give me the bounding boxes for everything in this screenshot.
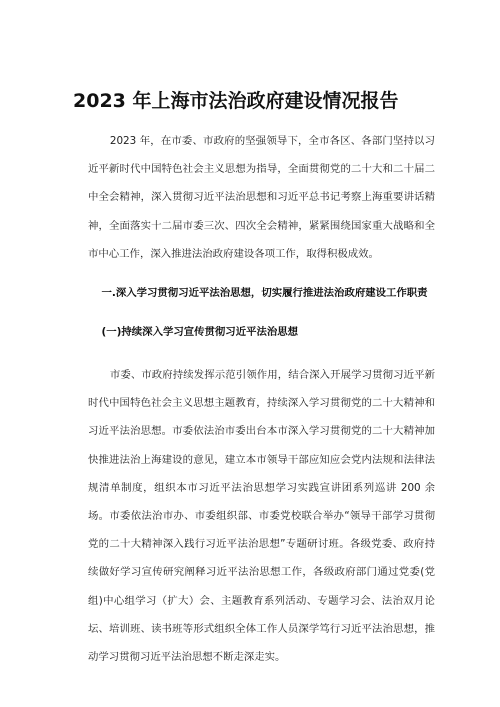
subsection-body-paragraph: 市委、市政府持续发挥示范引领作用，结合深入开展学习贯彻习近平新时代中国特色社会主义思想主题教育，持续深入学习贯彻党的二十大精神和习近平法治思想。市委依法治市委出台本市深入学习贯彻党的二十大精神加快推进法治上海建设的意见，建立本市领导干部应知应会党内法规和法律法规清单制度，组织本市习近平法治思想学习实践宣讲团系列巡讲 200 余场。市委依法治市办、市委组织部、市委党校联合举办“领导干部学习贯彻党的二十大精神深入践行习近平法治思想”专题研讨班。各级党委、政府持续做好学习宣传研究阐释习近平法治思想工作，各级政府部门通过党委(党组)中心组学习（扩大）会、主题教育系列活动、专题学习会、法治双月论坛、培训班、读书班等形式组织全体工作人员深学笃行习近平法治思想，推动学习贯彻习近平法治思想不断走深走实。 <box>88 369 435 664</box>
section-heading: 一.深入学习贯彻习近平法治思想，切实履行推进法治政府建设工作职责 <box>101 287 428 299</box>
subsection-heading: (一)持续深入学习宣传贯彻习近平法治思想 <box>101 326 299 338</box>
intro-paragraph: 2023 年，在市委、市政府的坚强领导下，全市各区、各部门坚持以习近平新时代中国特色社会主义思想为指导，全面贯彻党的二十大和二十届二中全会精神，深入贯彻习近平法治思想和习近平总书记考察上海重要讲话精神，全面落实十二届市委三次、四次全会精神，紧紧围绕国家重大战略和全市中心工作，深入推进法治政府建设各项工作，取得积极成效。 <box>88 135 435 260</box>
document-title: 2023 年上海市法治政府建设情况报告 <box>73 90 399 112</box>
